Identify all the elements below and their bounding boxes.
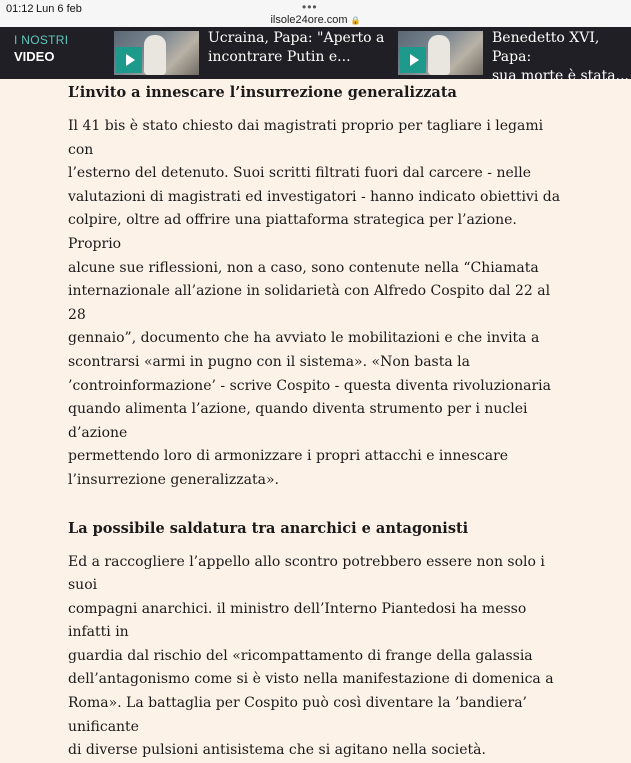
play-icon[interactable] bbox=[400, 47, 426, 73]
date: Lun 6 feb bbox=[36, 3, 82, 15]
video-strip bbox=[0, 27, 631, 84]
lock-icon: 🔒 bbox=[350, 16, 361, 25]
play-icon[interactable] bbox=[116, 47, 142, 73]
video-thumbnail-2[interactable] bbox=[398, 31, 483, 75]
thumbnail-figure bbox=[144, 35, 166, 75]
video-title-2[interactable]: Benedetto XVI, Papa: sua morte è stata... bbox=[492, 30, 629, 84]
article-body bbox=[68, 83, 568, 763]
video-thumbnail-1[interactable] bbox=[114, 31, 199, 75]
address-bar[interactable] bbox=[0, 14, 631, 26]
multitask-dots-icon[interactable]: ••• bbox=[302, 0, 318, 14]
section-heading: L’invito a innescare l’insurrezione generalizzata bbox=[68, 84, 457, 101]
article-paragraph: Ed a raccogliere l’appello allo scontro potrebbero essere non solo i suoi compagni anarchici. il ministro dell’Interno Piantedosi ha messo infatti in guardia dal rischio del «ricompattamento di frange della galassia dell’antagonismo come si è visto nella manifestazione di domenica a Roma». La battaglia per Cospito può così diventare la ’bandiera’ unificante di diverse pulsioni antisistema che si agitano nella società. bbox=[68, 553, 554, 759]
clock: 01:12 bbox=[6, 3, 34, 15]
video-title-1[interactable]: Ucraina, Papa: "Aperto a incontrare Putin e... bbox=[208, 30, 385, 65]
section-heading: La possibile saldatura tra anarchici e antagonisti bbox=[68, 519, 469, 537]
video-strip-title: VIDEO bbox=[14, 49, 55, 64]
video-strip-label: I NOSTRI bbox=[14, 33, 69, 47]
thumbnail-figure bbox=[428, 35, 450, 75]
url-text: ilsole24ore.com bbox=[270, 14, 348, 26]
article-paragraph: Il 41 bis è stato chiesto dai magistrati proprio per tagliare i legami con l’esterno del detenuto. Suoi scritti filtrati fuori dal carcere - nelle valutazioni di magistrati ed investigatori - hanno indicato obiettivi da colpire, oltre ad offrire una piattaforma strategica per l’azione. Proprio alcune sue riflessioni, non a caso, sono contenute nella “Chiamata internazionale all’azione in solidarietà con Alfredo Cospito dal 22 al 28 gennaio”, documento che ha avviato le mobilitazioni e che invita a scontrarsi «armi in pugno con il sistema». «Non basta la ’controinformazione’ - scrive Cospito - questa diventa rivoluzionaria quando alimenta l’azione, quando diventa strumento per i nuclei d’azione permettendo loro di armonizzare i propri attacchi e innescare l’insurrezione generalizzata». bbox=[68, 118, 561, 488]
status-bar bbox=[0, 0, 631, 27]
